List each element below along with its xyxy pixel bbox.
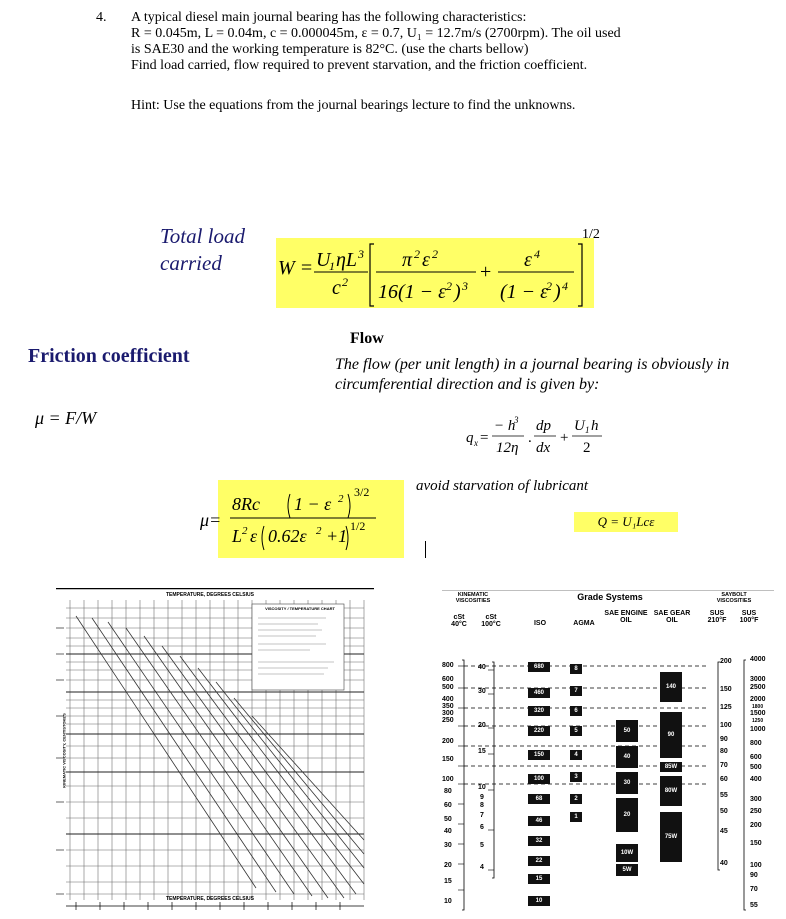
svg-text:dp: dp [536,418,551,434]
svg-text:(1 − ε: (1 − ε [500,281,549,303]
agma-grade: 2 [570,794,582,804]
svg-text:4: 4 [534,247,540,261]
tick-sus100: 1250 [752,718,764,724]
tick-sus100: 200 [750,822,762,829]
tick-cst100: 15 [478,748,486,755]
tick-cst100: 40 [478,664,486,671]
svg-text:=: = [480,430,489,446]
tick-sus210: 40 [720,860,728,867]
svg-text:+: + [480,261,492,283]
tick-sus210: 80 [720,748,728,755]
friction-formula [200,480,412,560]
iso-grade: 68 [528,794,550,804]
header-kinematic: KINEMATIC VISCOSITIES [455,592,491,604]
problem-params-line1: R = 0.045m, L = 0.04m, c = 0.000045m, ε = 0.7, U₁ = 12.7m/s (2700rpm). The oil used [131,26,621,41]
tick-cst40: 15 [444,878,452,885]
svg-text:q: q [466,430,474,446]
left-chart-bottom-title: TEMPERATURE, DEGREES CELSIUS [166,896,254,902]
tick-sus210: 125 [720,704,732,711]
tick-cst40: 60 [444,802,452,809]
svg-text:2: 2 [242,525,248,537]
tick-cst100: 30 [478,688,486,695]
tick-cst100: 20 [478,722,486,729]
tick-sus100: 90 [750,872,758,879]
problem-intro: A typical diesel main journal bearing has the following characteristics: [131,10,527,25]
svg-text:2: 2 [446,279,452,293]
svg-text:4: 4 [562,279,568,293]
load-label-line2: carried [160,251,222,275]
col-sus210: SUS 210°F [707,610,727,624]
svg-text:dx: dx [536,440,551,456]
friction-heading: Friction coefficient [28,345,190,367]
tick-cst40: 10 [444,898,452,905]
agma-grade: 4 [570,750,582,760]
svg-text:16(1 − ε: 16(1 − ε [378,281,447,303]
col-sae-engine: SAE ENGINE OIL [604,610,648,624]
tick-sus100: 400 [750,776,762,783]
flow-q-formula: Q = U₁Lcε [574,512,678,532]
tick-sus210: 60 [720,776,728,783]
svg-text:.: . [528,430,532,446]
iso-grade: 680 [528,662,550,672]
left-chart-top-title: TEMPERATURE, DEGREES CELSIUS [166,592,254,598]
tick-sus100: 2500 [750,684,766,691]
svg-text:1/2: 1/2 [582,227,600,242]
svg-text:3: 3 [462,279,468,293]
tick-cst100: 7 [480,812,484,819]
sae-engine-grade: 40 [616,746,638,768]
svg-text:c: c [332,277,341,299]
tick-sus100: 500 [750,764,762,771]
tick-cst100: 9 [480,794,484,801]
problem-params-line2: is SAE30 and the working temperature is 82°C. (use the charts bellow) [131,42,529,57]
svg-text:1: 1 [329,259,335,273]
tick-sus210: 150 [720,686,732,693]
flow-starvation: avoid starvation of lubricant [416,478,589,494]
svg-text:ε: ε [250,526,258,546]
tick-sus210: 200 [720,658,732,665]
tick-cst40: 400 [442,696,454,703]
tick-cst40: 40 [444,828,452,835]
problem-hint: Hint: Use the equations from the journal bearings lecture to find the unknowns. [131,98,576,113]
col-cst40: cSt 40°C [451,614,467,628]
svg-text:): ) [554,281,561,303]
agma-grade: 7 [570,686,582,696]
svg-text:W =: W = [278,257,314,279]
grade-systems-chart [430,590,786,914]
svg-text:2: 2 [414,247,420,261]
tick-sus100: 800 [750,740,762,747]
svg-text:ηL: ηL [336,249,358,271]
iso-grade: 150 [528,750,550,760]
svg-text:U: U [316,249,331,271]
iso-grade: 10 [528,896,550,906]
agma-grade: 1 [570,812,582,822]
iso-grade: 32 [528,836,550,846]
iso-grade: 100 [528,774,550,784]
sae-engine-grade: 10W [616,844,638,862]
svg-text:2: 2 [316,525,322,537]
tick-cst100: 8 [480,802,484,809]
tick-sus100: 70 [750,886,758,893]
tick-sus100: 150 [750,840,762,847]
flow-formula [466,408,626,460]
load-label [160,223,245,277]
sae-engine-grade: 30 [616,772,638,794]
col-sus100: SUS 100°F [739,610,759,624]
tick-sus100: 3000 [750,676,766,683]
svg-text:ε: ε [524,249,532,271]
sae-engine-grade: 50 [616,720,638,742]
svg-text:L: L [232,526,243,546]
left-chart-inner-title: VISCOSITY / TEMPERATURE CHART [265,606,335,611]
viscosity-temperature-chart [56,588,374,914]
svg-text:2: 2 [342,275,348,289]
tick-sus100: 1500 [750,710,766,717]
tick-cst40: 150 [442,756,454,763]
agma-grade: 3 [570,772,582,782]
svg-text:2: 2 [583,440,591,456]
iso-grade: 460 [528,688,550,698]
tick-sus100: 250 [750,808,762,815]
tick-sus100: 1000 [750,726,766,733]
col-cst100: cSt 100°C [481,614,501,628]
sae-gear-grade: 80W [660,776,682,806]
tick-cst40: 200 [442,738,454,745]
sae-engine-grade: 20 [616,798,638,832]
svg-text:π: π [402,249,413,271]
iso-grade: 220 [528,726,550,736]
svg-text:2: 2 [432,247,438,261]
svg-text:1: 1 [585,425,590,435]
tick-sus210: 100 [720,722,732,729]
svg-text:8Rc: 8Rc [232,494,260,514]
tick-sus210: 45 [720,828,728,835]
tick-cst40: 350 [442,703,454,710]
svg-text:ε: ε [422,249,430,271]
tick-sus210: 90 [720,736,728,743]
col-agma: AGMA [573,620,595,627]
svg-text:3: 3 [358,247,364,261]
iso-grade: 15 [528,874,550,884]
col-sae-gear: SAE GEAR OIL [653,610,691,624]
iso-grade: 320 [528,706,550,716]
svg-text:U: U [574,418,585,434]
tick-cst40: 800 [442,662,454,669]
left-chart-side-label: KINEMATIC VISCOSITY, CENTISTOKES [61,713,67,788]
friction-simple: μ = F/W [35,408,97,428]
agma-grade: 6 [570,706,582,716]
tick-cst40: 80 [444,788,452,795]
tick-cst40: 20 [444,862,452,869]
svg-text:μ=: μ= [200,510,222,530]
svg-text:2: 2 [338,493,344,505]
tick-cst100: 5 [480,842,484,849]
agma-grade: 5 [570,726,582,736]
svg-text:0.62ε: 0.62ε [268,526,307,546]
svg-text:3: 3 [514,415,519,425]
tick-cst40: 250 [442,717,454,724]
svg-text:− h: − h [494,418,516,434]
sae-gear-grade: 75W [660,812,682,862]
svg-text:3/2: 3/2 [354,485,370,499]
tick-sus210: 55 [720,792,728,799]
problem-number: 4. [96,10,107,25]
tick-cst100: 10 [478,784,486,791]
friction-formula-svg [200,480,412,560]
viscosity-temperature-grid [56,588,374,914]
tick-sus100: 55 [750,902,758,909]
tick-sus100: 300 [750,796,762,803]
col-iso: ISO [533,620,547,627]
tick-sus100: 1800 [752,704,764,710]
svg-text:1 − ε: 1 − ε [294,494,332,514]
flow-heading: Flow [350,330,384,347]
sae-gear-grade: 90 [660,712,682,758]
svg-text:1/2: 1/2 [350,519,366,533]
sae-gear-grade: 140 [660,672,682,702]
tick-sus100: 4000 [750,656,766,663]
tick-cst40: 30 [444,842,452,849]
load-label-line1: Total load [160,224,246,248]
tick-cst100: 4 [480,864,484,871]
svg-text:h: h [591,418,599,434]
iso-grade: 22 [528,856,550,866]
svg-text:+: + [560,430,569,446]
header-grade-systems: Grade Systems [577,592,643,602]
sae-gear-grade: 85W [660,762,682,772]
load-formula-svg [276,218,606,310]
problem-task: Find load carried, flow required to prevent starvation, and the friction coefficient. [131,58,588,73]
iso-grade: 46 [528,816,550,826]
header-saybolt: SAYBOLT VISCOSITIES [716,592,752,604]
svg-text:12η: 12η [496,440,519,456]
text-cursor [425,541,426,558]
agma-grade: 8 [570,664,582,674]
tick-cst40: 600 [442,676,454,683]
tick-sus100: 100 [750,862,762,869]
tick-sus210: 50 [720,808,728,815]
tick-cst40: 500 [442,684,454,691]
tick-cst40: 300 [442,710,454,717]
sae-engine-grade: 5W [616,864,638,876]
svg-text:+1: +1 [326,526,348,546]
flow-description: The flow (per unit length) in a journal bearing is obviously in circumferential direction and is given by: [335,356,730,393]
svg-text:): ) [454,281,461,303]
tick-cst100: 6 [480,824,484,831]
tick-cst40: 50 [444,816,452,823]
tick-cst40: 100 [442,776,454,783]
tick-sus100: 600 [750,754,762,761]
tick-sus100: 2000 [750,696,766,703]
svg-text:2: 2 [546,279,552,293]
problem-params [131,26,771,74]
tick-sus210: 70 [720,762,728,769]
svg-text:x: x [474,438,478,448]
load-formula [276,218,606,310]
